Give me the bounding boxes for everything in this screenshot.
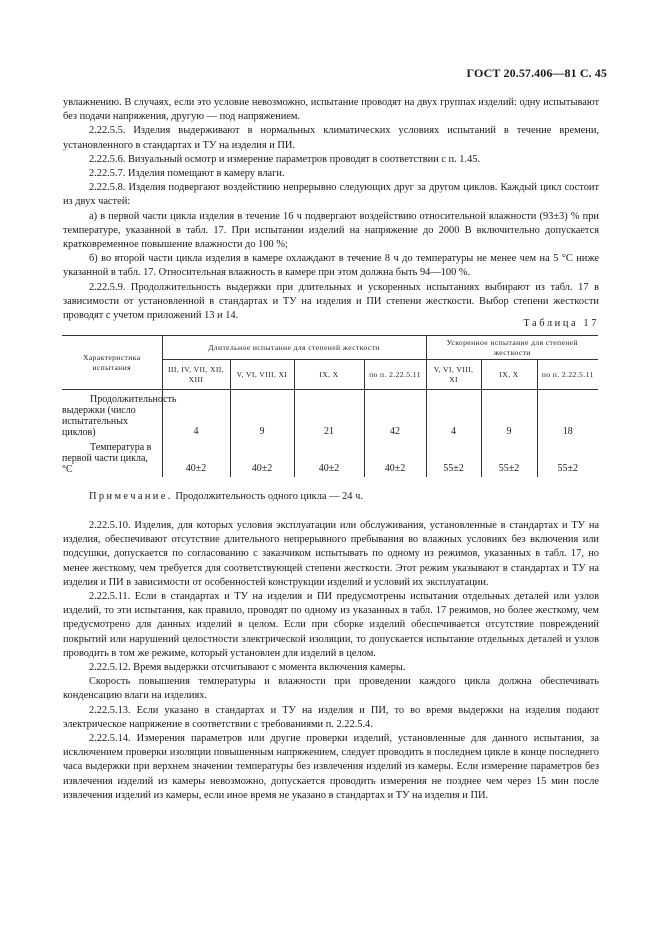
paragraph-2-22-5-10: 2.22.5.10. Изделия, для которых условия эксплуатации или обслуживания, установленные в стандартах и ТУ на изделия, обеспечивают отсутствие длительного непрерывного пребывания во влажных условиях без включения или подсушки, допускается по согласованию с заказчиком испытывать по одному из режимов, указанных в табл. 17, но менее жесткому, чем требуется для соответствующей степени жесткости. Этот режим указывают в стандартах и ТУ на изделия и ПИ в зависимости от особенностей конструкции изделий и условий их эксплуатации.	[63, 520, 599, 588]
table-cell: 4	[426, 390, 481, 441]
table-row	[62, 440, 598, 477]
body-text-top	[63, 96, 599, 323]
paragraph-item-b: б) во второй части цикла изделия в камере охлаждают в течение 8 ч до температуры не менее чем на 5 °С ниже указанной в табл. 17. Относительная влажность в камере при этом должна быть 94—100 %.	[63, 253, 599, 279]
paragraph-item-a: а) в первой части цикла изделия в течение 16 ч подвергают воздействию относительной влажности (93±3) % при температуре, указанной в табл. 17. При испытании изделий на напряжение до 2000 В включительно допускается кратковременное повышение влажности до 100 %;	[63, 210, 599, 251]
paragraph-2-22-5-5: 2.22.5.5. Изделия выдерживают в нормальных климатических условиях испытаний в течение времени, установленного в стандартах и ТУ на изделия и ПИ.	[63, 125, 599, 151]
row-header-label: Характеристика испытания	[83, 353, 141, 372]
table-cell: 21	[294, 390, 364, 441]
body-text-bottom	[63, 519, 599, 803]
row-label-cell	[62, 440, 162, 477]
paragraph-condensation: Скорость повышения температуры и влажности при проведении каждого цикла должна обеспечивать конденсацию влаги на изделиях.	[63, 676, 599, 702]
group-header-long: Длительное испытание для степеней жесткости	[162, 336, 426, 360]
table-cell: 55±2	[537, 440, 598, 477]
table-cell: 9	[230, 390, 294, 441]
sub-header: V, VI, VIII, XI	[230, 360, 294, 390]
note-text: Продолжительность одного цикла — 24 ч.	[175, 491, 363, 502]
paragraph-2-22-5-14: 2.22.5.14. Измерения параметров или другие проверки изделий, установленные для данного испытания, за исключением проверки изоляции повышенным напряжением, следует проводить в последнем цикле в конце последнего часа выдержки при верхнем значении температуры без извлечения изделий из камеры. Если измерение параметров без извлечения изделий из камеры невозможно, допускается проводить измерения не позднее чем через 15 мин после извлечения изделий из камеры, если иное время не указано в стандартах и ТУ на изделия и ПИ.	[63, 733, 599, 801]
paragraph: увлажнению. В случаях, если это условие невозможно, испытание проводят на двух группах изделий: одну испытывают без подачи напряжения, другую — под напряжением.	[63, 97, 599, 123]
paragraph-2-22-5-11: 2.22.5.11. Если в стандартах и ТУ на изделия и ПИ предусмотрены испытания отдельных деталей или узлов изделий, то эти испытания, как правило, проводят по одному из указанных в табл. 17 режимов, но более жесткому, чем предусмотрено для данных изделий в целом. Если при сборке изделий обеспечивается отсутствие повреждений покрытий или нарушений целостности электрической изоляции, то допускается испытание отдельных деталей и узлов проводить в том же режиме, который установлен для изделий в целом.	[63, 591, 599, 659]
table-cell: 42	[364, 390, 426, 441]
sub-header: IX, X	[481, 360, 537, 390]
table-cell: 40±2	[294, 440, 364, 477]
group-header-fast: Ускоренное испытание для степеней жесткости	[426, 336, 598, 360]
paragraph-2-22-5-8: 2.22.5.8. Изделия подвергают воздействию непрерывно следующих друг за другом циклов. Каждый цикл состоит из двух частей:	[63, 182, 599, 208]
paragraph-2-22-5-9: 2.22.5.9. Продолжительность выдержки при длительных и ускоренных испытаниях выбирают из табл. 17 в зависимости от установленной в стандартах и ТУ на изделия и ПИ степени жесткости. Выбор степени жесткости проводят с учетом приложений 13 и 14.	[63, 281, 599, 322]
sub-header: III, IV, VII, XII, XIII	[162, 360, 230, 390]
paragraph-2-22-5-7: 2.22.5.7. Изделия помещают в камеру влаги.	[89, 168, 285, 180]
page-header: ГОСТ 20.57.406—81 С. 45	[466, 66, 607, 80]
table-cell: 9	[481, 390, 537, 441]
paragraph-2-22-5-13: 2.22.5.13. Если указано в стандартах и ТУ на изделия и ПИ, то во время выдержки на изделия подают электрическое напряжение в соответствии с требованиями п. 2.22.5.4.	[63, 704, 599, 730]
row-label: Продолжительность выдержки (число испытательных циклов)	[62, 394, 177, 438]
sub-header: IX, X	[294, 360, 364, 390]
sub-header: V, VI, VIII, XI	[426, 360, 481, 390]
table-17	[62, 335, 598, 477]
table-cell: 40±2	[230, 440, 294, 477]
row-header-cell	[62, 336, 162, 390]
table-cell: 4	[162, 390, 230, 441]
table-cell: 18	[537, 390, 598, 441]
table-row	[62, 390, 598, 441]
sub-header: по п. 2.22.5.11	[364, 360, 426, 390]
note-lead: Примечание.	[89, 491, 173, 502]
paragraph-2-22-5-6: 2.22.5.6. Визуальный осмотр и измерение параметров проводят в соответствии с п. 1.45.	[89, 153, 481, 165]
paragraph-2-22-5-12: 2.22.5.12. Время выдержки отсчитывают с момента включения камеры.	[89, 662, 406, 674]
table-cell: 40±2	[162, 440, 230, 477]
table-note	[89, 491, 363, 502]
table-cell: 55±2	[481, 440, 537, 477]
table-cell: 40±2	[364, 440, 426, 477]
table-caption: Таблица 17	[523, 318, 599, 329]
row-label: Температура в первой части цикла, °С	[62, 442, 152, 475]
row-label-cell	[62, 390, 177, 441]
sub-header: по п. 2.22.5.11	[537, 360, 598, 390]
table-cell: 55±2	[426, 440, 481, 477]
